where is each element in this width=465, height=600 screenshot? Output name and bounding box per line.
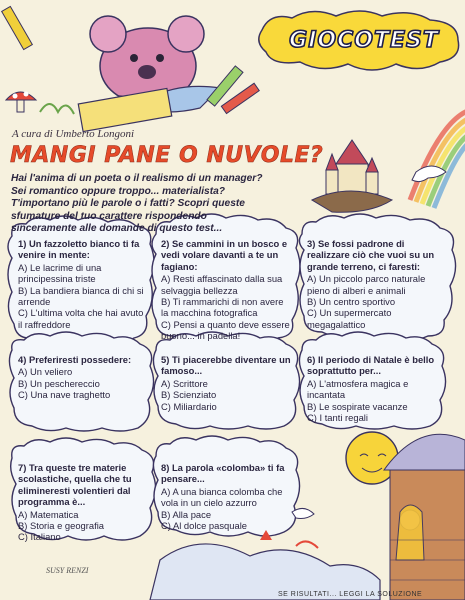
answer-option-b[interactable]: B) La bandiera bianca di chi si arrende	[18, 284, 144, 308]
question-card-5	[161, 354, 293, 412]
answer-option-b[interactable]: B) Storia e geografia	[18, 520, 104, 532]
question-text: 5) Ti piacerebbe diventare un famoso...	[161, 354, 291, 377]
question-card-1	[18, 238, 146, 330]
answer-option-a[interactable]: A) L'atmosfera magica e incantata	[307, 377, 409, 401]
byline: A cura di Umberto Longoni	[12, 128, 135, 140]
answer-option-c[interactable]: C) Italiano	[18, 531, 61, 543]
answer-option-c[interactable]: C) Un supermercato megagalattico	[307, 307, 392, 330]
dove-small-icon	[292, 508, 314, 518]
answer-option-c[interactable]: C) I tanti regali	[307, 412, 368, 424]
answer-option-a[interactable]: A) A una bianca colomba che vola in un cielo azzurro	[161, 485, 283, 509]
footer-note: SE RISULTATI... LEGGI LA SOLUZIONE	[278, 591, 423, 598]
question-card-2	[161, 238, 293, 342]
answer-option-a[interactable]: A) Un piccolo parco naturale pieno di alberi e animali	[307, 273, 426, 296]
question-card-4	[18, 354, 146, 401]
answer-option-b[interactable]: B) Un centro sportivo	[307, 296, 396, 308]
mushroom-icon	[6, 92, 36, 113]
question-text: 7) Tra queste tre materie scolastiche, quella che tu elimineresti volentieri dal programma è...	[18, 462, 132, 508]
question-card-8	[161, 462, 293, 531]
answer-option-a[interactable]: A) Matematica	[18, 508, 79, 520]
answer-option-a[interactable]: A) Le lacrime di una principessina triste	[18, 261, 102, 285]
castle-illustration	[312, 140, 392, 212]
question-card-6	[307, 354, 439, 423]
answer-option-b[interactable]: B) Un peschereccio	[18, 377, 100, 389]
answer-option-a[interactable]: A) Resti affascinato dalla sua selvaggia bellezza	[161, 273, 283, 296]
answer-option-c[interactable]: C) Miliardario	[161, 400, 217, 412]
artist-signature: SUSY RENZI	[46, 566, 89, 575]
answer-option-c[interactable]: C) L'ultima volta che hai avuto il raffreddore	[18, 307, 144, 330]
question-text: 2) Se cammini in un bosco e vedi volare davanti a te un fagiano:	[161, 238, 288, 272]
answer-option-c[interactable]: C) Una nave traghetto	[18, 389, 111, 401]
brand-logo-text: GIOCOTEST	[289, 28, 439, 53]
question-text: 3) Se fossi padrone di realizzare ciò che vuoi su un grande terreno, ci faresti:	[307, 238, 435, 272]
tower-illustration	[384, 434, 465, 600]
answer-option-b[interactable]: B) Ti rammarichi di non avere la macchina fotografica	[161, 296, 284, 319]
answer-option-c[interactable]: C) Al dolce pasquale	[161, 520, 247, 532]
question-text: 1) Un fazzoletto bianco ti fa venire in mente:	[18, 238, 140, 261]
question-card-3	[307, 238, 447, 330]
rainbow-icon	[410, 110, 465, 208]
answer-option-c[interactable]: C) Pensi a quanto deve essere buono... in padella!	[161, 318, 290, 342]
intro-paragraph: Hai l'anima di un poeta o il realismo di un manager? Sei romantico oppure troppo... materialista? T'importano più le parole o i fatti? Scopri queste sfumature del tuo carattere rispondendo sinceramente alle domande di questo test...	[11, 173, 263, 235]
koala-illustration	[78, 16, 220, 132]
answer-option-b[interactable]: B) Alla pace	[161, 508, 212, 520]
question-text: 6) Il periodo di Natale è bello soprattutto per...	[307, 354, 435, 377]
question-card-7	[18, 462, 148, 543]
answer-option-b[interactable]: B) Scienziato	[161, 389, 217, 401]
answer-option-a[interactable]: A) Scrittore	[161, 377, 208, 389]
answer-option-a[interactable]: A) Un veliero	[18, 366, 73, 378]
answer-option-b[interactable]: B) Le sospirate vacanze	[307, 400, 408, 412]
question-text: 8) La parola «colomba» ti fa pensare...	[161, 462, 285, 485]
page-title: MANGI PANE O NUVOLE?	[10, 143, 324, 168]
question-text: 4) Preferiresti possedere:	[18, 354, 132, 365]
